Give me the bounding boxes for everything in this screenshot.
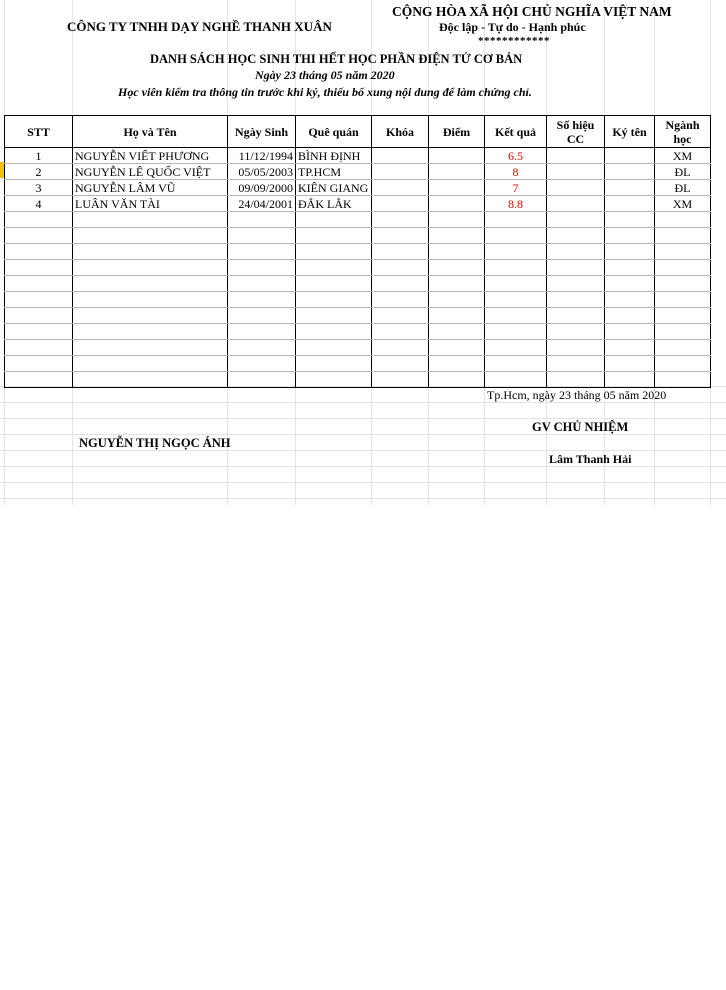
empty-cell[interactable] — [372, 276, 429, 292]
empty-cell[interactable] — [228, 372, 296, 388]
empty-cell[interactable] — [485, 340, 547, 356]
empty-cell[interactable] — [73, 276, 228, 292]
empty-table-row — [5, 356, 711, 372]
empty-cell[interactable] — [5, 324, 73, 340]
empty-table-row — [5, 260, 711, 276]
empty-cell[interactable] — [73, 308, 228, 324]
empty-cell[interactable] — [547, 276, 605, 292]
header-score[interactable]: Điểm — [429, 116, 485, 148]
empty-cell[interactable] — [5, 244, 73, 260]
empty-cell[interactable] — [5, 356, 73, 372]
empty-cell[interactable] — [429, 372, 485, 388]
empty-table-row — [5, 292, 711, 308]
empty-cell[interactable] — [605, 292, 655, 308]
empty-cell[interactable] — [228, 292, 296, 308]
cell-major[interactable]: ĐL — [655, 180, 711, 196]
cell-dob[interactable]: 24/04/2001 — [228, 196, 296, 212]
empty-cell[interactable] — [547, 292, 605, 308]
cell-course[interactable] — [372, 148, 429, 164]
cell-name[interactable]: NGUYỄN VIẾT PHƯƠNG — [73, 148, 228, 164]
cell-dob[interactable]: 05/05/2003 — [228, 164, 296, 180]
empty-cell[interactable] — [429, 212, 485, 228]
cell-major[interactable]: ĐL — [655, 164, 711, 180]
header-dob[interactable]: Ngày Sinh — [228, 116, 296, 148]
cell-major[interactable]: XM — [655, 196, 711, 212]
empty-cell[interactable] — [228, 324, 296, 340]
empty-cell[interactable] — [372, 356, 429, 372]
empty-cell[interactable] — [547, 244, 605, 260]
empty-cell[interactable] — [228, 212, 296, 228]
cell-stt[interactable]: 2 — [5, 164, 73, 180]
cell-result[interactable]: 8.8 — [485, 196, 547, 212]
header-cert-number[interactable] — [547, 116, 605, 148]
empty-table-row — [5, 340, 711, 356]
cell-sign[interactable] — [605, 180, 655, 196]
empty-cell[interactable] — [547, 228, 605, 244]
student-table-wrapper — [4, 115, 711, 388]
empty-cell[interactable] — [228, 340, 296, 356]
empty-cell[interactable] — [228, 276, 296, 292]
cell-sign[interactable] — [605, 148, 655, 164]
empty-table-row — [5, 244, 711, 260]
header-name[interactable]: Họ và Tên — [73, 116, 228, 148]
signer-role: GV CHỦ NHIỆM — [532, 420, 629, 434]
empty-cell[interactable] — [73, 212, 228, 228]
empty-cell[interactable] — [296, 340, 372, 356]
empty-cell[interactable] — [485, 308, 547, 324]
table-row — [5, 164, 711, 180]
empty-cell[interactable] — [429, 228, 485, 244]
empty-table-row — [5, 308, 711, 324]
header-cert-line1: Số hiệu — [556, 117, 595, 132]
cell-score[interactable] — [429, 180, 485, 196]
cell-course[interactable] — [372, 196, 429, 212]
signer-left-name: NGUYỄN THỊ NGỌC ÁNH — [79, 436, 231, 450]
student-table — [4, 115, 711, 388]
empty-cell[interactable] — [655, 244, 711, 260]
cell-hometown[interactable]: BÌNH ĐỊNH — [296, 148, 372, 164]
empty-cell[interactable] — [605, 244, 655, 260]
empty-cell[interactable] — [485, 324, 547, 340]
cell-sign[interactable] — [605, 196, 655, 212]
cell-sign[interactable] — [605, 164, 655, 180]
empty-cell[interactable] — [655, 276, 711, 292]
nation-heading: CỘNG HÒA XÃ HỘI CHỦ NGHĨA VIỆT NAM — [392, 4, 672, 19]
stars-divider: ************ — [478, 35, 550, 47]
empty-cell[interactable] — [655, 212, 711, 228]
empty-cell[interactable] — [296, 228, 372, 244]
empty-cell[interactable] — [655, 340, 711, 356]
empty-cell[interactable] — [296, 276, 372, 292]
empty-cell[interactable] — [73, 292, 228, 308]
table-row — [5, 196, 711, 212]
empty-table-row — [5, 228, 711, 244]
empty-cell[interactable] — [372, 244, 429, 260]
empty-cell[interactable] — [605, 276, 655, 292]
empty-cell[interactable] — [485, 260, 547, 276]
empty-cell[interactable] — [5, 260, 73, 276]
empty-cell[interactable] — [485, 228, 547, 244]
cell-name[interactable]: NGUYỄN LÂM VŨ — [73, 180, 228, 196]
empty-cell[interactable] — [73, 356, 228, 372]
empty-cell[interactable] — [296, 308, 372, 324]
empty-cell[interactable] — [372, 228, 429, 244]
cell-result[interactable]: 7 — [485, 180, 547, 196]
empty-cell[interactable] — [485, 356, 547, 372]
empty-cell[interactable] — [429, 276, 485, 292]
empty-cell[interactable] — [228, 244, 296, 260]
empty-cell[interactable] — [429, 340, 485, 356]
empty-cell[interactable] — [5, 292, 73, 308]
empty-table-row — [5, 212, 711, 228]
empty-cell[interactable] — [485, 276, 547, 292]
header-stt[interactable]: STT — [5, 116, 73, 148]
cell-course[interactable] — [372, 180, 429, 196]
cell-hometown[interactable]: KIÊN GIANG — [296, 180, 372, 196]
student-table-body — [5, 148, 711, 388]
empty-cell[interactable] — [372, 212, 429, 228]
empty-cell[interactable] — [228, 260, 296, 276]
cell-stt[interactable]: 1 — [5, 148, 73, 164]
cell-name[interactable]: NGUYỄN LÊ QUỐC VIỆT — [73, 164, 228, 180]
header-sign[interactable]: Ký tên — [605, 116, 655, 148]
cell-stt[interactable]: 3 — [5, 180, 73, 196]
empty-cell[interactable] — [655, 292, 711, 308]
cell-cert[interactable] — [547, 196, 605, 212]
motto: Độc lập - Tự do - Hạnh phúc — [439, 20, 586, 34]
empty-cell[interactable] — [296, 292, 372, 308]
empty-cell[interactable] — [605, 260, 655, 276]
empty-cell[interactable] — [547, 324, 605, 340]
empty-cell[interactable] — [547, 260, 605, 276]
cell-cert[interactable] — [547, 148, 605, 164]
empty-cell[interactable] — [73, 372, 228, 388]
empty-cell[interactable] — [429, 292, 485, 308]
empty-cell[interactable] — [372, 260, 429, 276]
empty-cell[interactable] — [429, 308, 485, 324]
cell-course[interactable] — [372, 164, 429, 180]
empty-cell[interactable] — [547, 340, 605, 356]
empty-cell[interactable] — [296, 372, 372, 388]
empty-cell[interactable] — [485, 244, 547, 260]
empty-cell[interactable] — [296, 356, 372, 372]
empty-cell[interactable] — [5, 340, 73, 356]
table-row — [5, 180, 711, 196]
header-course[interactable]: Khóa — [372, 116, 429, 148]
cell-dob[interactable]: 09/09/2000 — [228, 180, 296, 196]
empty-cell[interactable] — [228, 356, 296, 372]
empty-cell[interactable] — [547, 212, 605, 228]
empty-cell[interactable] — [605, 372, 655, 388]
cell-score[interactable] — [429, 196, 485, 212]
empty-cell[interactable] — [73, 244, 228, 260]
empty-table-row — [5, 276, 711, 292]
empty-cell[interactable] — [372, 324, 429, 340]
empty-cell[interactable] — [228, 308, 296, 324]
empty-table-row — [5, 324, 711, 340]
empty-cell[interactable] — [296, 260, 372, 276]
empty-cell[interactable] — [547, 356, 605, 372]
header-major-line1: Ngành — [665, 117, 700, 132]
empty-cell[interactable] — [296, 244, 372, 260]
cell-dob[interactable]: 11/12/1994 — [228, 148, 296, 164]
empty-cell[interactable] — [605, 212, 655, 228]
cell-result[interactable]: 6.5 — [485, 148, 547, 164]
empty-cell[interactable] — [429, 244, 485, 260]
empty-cell[interactable] — [605, 308, 655, 324]
cell-hometown[interactable]: ĐẮK LẮK — [296, 196, 372, 212]
empty-cell[interactable] — [73, 340, 228, 356]
empty-cell[interactable] — [5, 228, 73, 244]
empty-cell[interactable] — [655, 260, 711, 276]
header-hometown[interactable]: Quê quán — [296, 116, 372, 148]
empty-cell[interactable] — [485, 292, 547, 308]
empty-cell[interactable] — [372, 292, 429, 308]
empty-cell[interactable] — [605, 228, 655, 244]
empty-cell[interactable] — [372, 308, 429, 324]
empty-cell[interactable] — [296, 324, 372, 340]
cell-cert[interactable] — [547, 164, 605, 180]
table-row — [5, 148, 711, 164]
empty-cell[interactable] — [73, 228, 228, 244]
empty-cell[interactable] — [605, 340, 655, 356]
empty-cell[interactable] — [5, 372, 73, 388]
cell-hometown[interactable]: TP.HCM — [296, 164, 372, 180]
empty-cell[interactable] — [605, 324, 655, 340]
cell-cert[interactable] — [547, 180, 605, 196]
signer-right-name: Lâm Thanh Hải — [549, 452, 632, 466]
cell-result[interactable]: 8 — [485, 164, 547, 180]
empty-cell[interactable] — [605, 356, 655, 372]
empty-cell[interactable] — [655, 324, 711, 340]
empty-cell[interactable] — [655, 356, 711, 372]
empty-cell[interactable] — [485, 372, 547, 388]
empty-cell[interactable] — [73, 324, 228, 340]
empty-cell[interactable] — [547, 308, 605, 324]
header-cert-line2: CC — [566, 131, 585, 146]
empty-cell[interactable] — [372, 340, 429, 356]
empty-cell[interactable] — [228, 228, 296, 244]
empty-cell[interactable] — [296, 212, 372, 228]
signature-place-date: Tp.Hcm, ngày 23 tháng 05 năm 2020 — [487, 388, 667, 402]
document-date: Ngày 23 tháng 05 năm 2020 — [255, 68, 395, 82]
empty-cell[interactable] — [429, 324, 485, 340]
cell-score[interactable] — [429, 164, 485, 180]
empty-cell[interactable] — [429, 260, 485, 276]
header-major-line2: học — [673, 131, 692, 146]
empty-cell[interactable] — [429, 356, 485, 372]
cell-score[interactable] — [429, 148, 485, 164]
cell-stt[interactable]: 4 — [5, 196, 73, 212]
empty-cell[interactable] — [547, 372, 605, 388]
document-title: DANH SÁCH HỌC SINH THI HẾT HỌC PHẦN ĐIỆN TỬ CƠ BẢN — [150, 52, 523, 66]
header-result[interactable]: Kết quả — [485, 116, 547, 148]
company-name: CÔNG TY TNHH DẠY NGHỀ THANH XUÂN — [67, 19, 332, 34]
cell-major[interactable]: XM — [655, 148, 711, 164]
cell-name[interactable]: LUÂN VĂN TÀI — [73, 196, 228, 212]
empty-cell[interactable] — [5, 308, 73, 324]
empty-table-row — [5, 372, 711, 388]
empty-cell[interactable] — [73, 260, 228, 276]
empty-cell[interactable] — [655, 228, 711, 244]
empty-cell[interactable] — [5, 276, 73, 292]
document-note: Học viên kiểm tra thông tin trước khi ký, thiếu bổ xung nội dung để làm chứng chỉ. — [118, 85, 532, 99]
empty-cell[interactable] — [5, 212, 73, 228]
empty-cell[interactable] — [372, 372, 429, 388]
empty-cell[interactable] — [655, 308, 711, 324]
empty-cell[interactable] — [655, 372, 711, 388]
empty-cell[interactable] — [485, 212, 547, 228]
header-major[interactable] — [655, 116, 711, 148]
